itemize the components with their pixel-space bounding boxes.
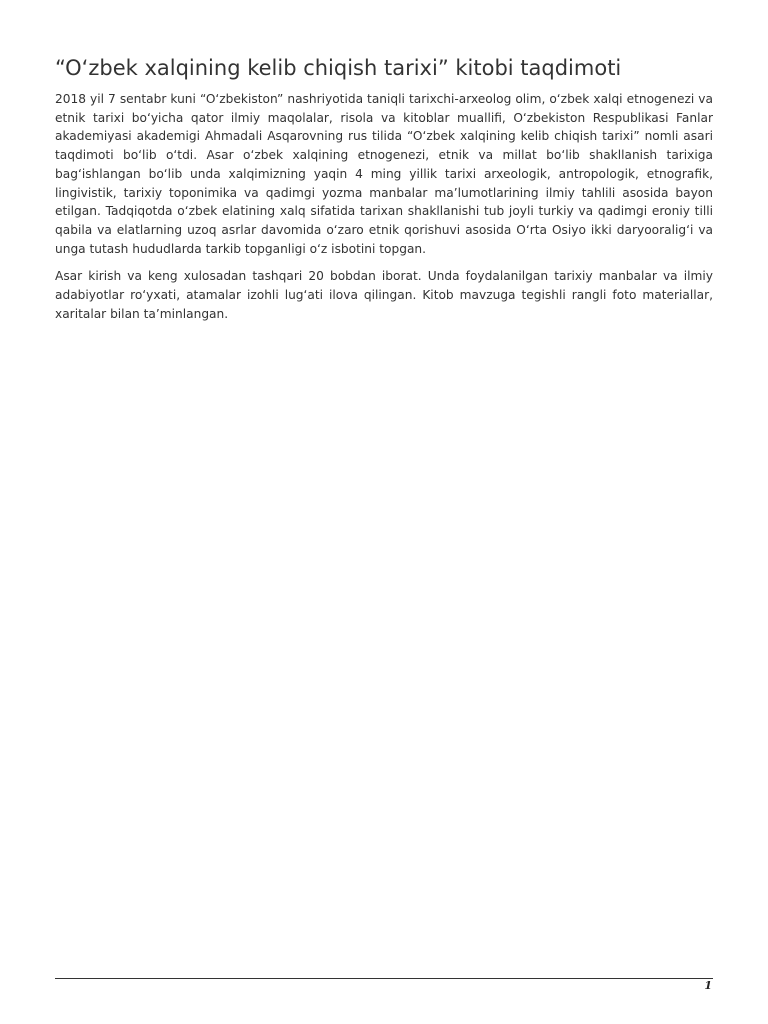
page-number: 1	[704, 979, 712, 992]
footer-divider	[55, 978, 713, 979]
article-body	[55, 90, 713, 332]
paragraph-1: 2018 yil 7 sentabr kuni “O‘zbekiston” nashriyotida taniqli tarixchi-arxeolog olim, o‘zbek xalqi etnogenezi va etnik tarixi bo‘yicha qator ilmiy maqolalar, risola va kitoblar muallifi, O‘zbekiston Respublikasi Fanlar akademiyasi akademigi Ahmadali Asqarovning rus tilida “O‘zbek xalqining kelib chiqish tarixi” nomli asari taqdimoti bo‘lib o‘tdi. Asar o‘zbek xalqining etnogenezi, etnik va millat bo‘lib shakllanish tarixiga bag‘ishlangan bo‘lib unda xalqimizning yaqin 4 ming yillik tarixi arxeologik, antropologik, etnografik, lingivistik, tarixiy toponimika va qadimgi yozma manbalar ma’lumotlarining ilmiy tahlili asosida bayon etilgan. Tadqiqotda o‘zbek elatining xalq sifatida tarixan shakllanishi tub joyli turkiy va qadimgi eroniy tilli qabila va elatlarning uzoq asrlar davomida o‘zaro etnik qorishuvi asosida O‘rta Osiyo ikki daryooralig‘i va unga tutash hududlarda tarkib topganligi o‘z isbotini topgan.	[55, 92, 713, 256]
paragraph-2: Asar kirish va keng xulosadan tashqari 20 bobdan iborat. Unda foydalanilgan tarixiy manbalar va ilmiy adabiyotlar ro‘yxati, atamalar izohli lug‘ati ilova qilingan. Kitob mavzuga tegishli rangli foto materiallar, xaritalar bilan ta’minlangan.	[55, 269, 713, 321]
page-title: “O‘zbek xalqining kelib chiqish tarixi” kitobi taqdimoti	[55, 56, 622, 80]
